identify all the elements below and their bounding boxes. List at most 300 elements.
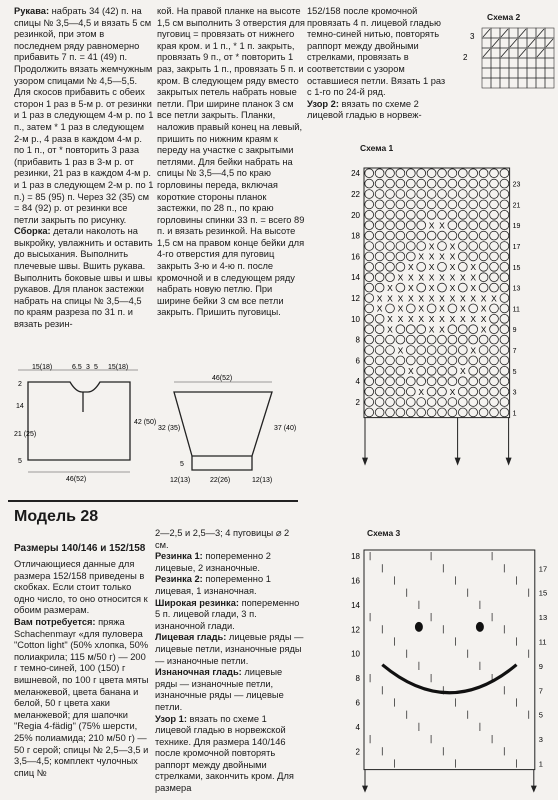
scheme1-circle-stitch (479, 210, 488, 219)
scheme1-circle-stitch (406, 398, 415, 407)
scheme1-cross-stitch: X (480, 324, 487, 335)
scheme1-circle-stitch (500, 377, 509, 386)
scheme2-cell (491, 78, 500, 88)
scheme1-circle-stitch (417, 283, 426, 292)
scheme1-circle-stitch (386, 200, 395, 209)
scheme2-cell (527, 78, 536, 88)
scheme1-circle-stitch (406, 169, 415, 178)
scheme1-circle-stitch (365, 252, 374, 261)
scheme1-circle-stitch (500, 200, 509, 209)
scheme1-circle-stitch (375, 356, 384, 365)
scheme1-circle-stitch (490, 190, 499, 199)
sleeve-pattern-drawing (152, 374, 297, 486)
scheme1-circle-stitch (458, 169, 467, 178)
scheme1-circle-stitch (427, 200, 436, 209)
scheme3-row-label-left: 6 (355, 698, 360, 708)
sleeve-dim-cuff: 5 (180, 461, 184, 468)
scheme1-circle-stitch (396, 190, 405, 199)
scheme1-circle-stitch (417, 210, 426, 219)
scheme1-circle-stitch (375, 252, 384, 261)
scheme1-circle-stitch (406, 356, 415, 365)
scheme2-cell (536, 68, 545, 78)
scheme1-circle-stitch (458, 325, 467, 334)
scheme1-circle-stitch (417, 346, 426, 355)
body-dim-left-2: 14 (16, 403, 24, 410)
scheme1-cross-stitch: X (428, 262, 435, 273)
scheme2-cell (491, 68, 500, 78)
scheme1-circle-stitch (375, 398, 384, 407)
scheme1-circle-stitch (490, 179, 499, 188)
scheme1-circle-stitch (396, 325, 405, 334)
scheme1-circle-stitch (396, 408, 405, 417)
scheme1-cross-stitch: X (449, 314, 456, 325)
scheme1-circle-stitch (479, 252, 488, 261)
scheme1-circle-stitch (396, 231, 405, 240)
scheme1-circle-stitch (469, 387, 478, 396)
scheme1-circle-stitch (386, 262, 395, 271)
scheme1-cross-stitch: X (470, 282, 477, 293)
scheme2-cell (518, 78, 527, 88)
scheme1-cross-stitch: X (439, 293, 445, 304)
scheme1-circle-stitch (500, 408, 509, 417)
scheme1-circle-stitch (396, 366, 405, 375)
scheme1-circle-stitch (417, 242, 426, 251)
scheme1-circle-stitch (375, 314, 384, 323)
scheme1-circle-stitch (438, 210, 447, 219)
scheme2-cell (500, 58, 509, 68)
scheme3-row-label-left: 12 (351, 625, 360, 635)
scheme1-cross-stitch: X (418, 314, 425, 325)
scheme1-circle-stitch (396, 252, 405, 261)
intro-text: Отличающиеся данные для размера 152/158 приведены в скобках. Если стоит только одно число, то оно относится к обоим размерам. (14, 559, 148, 616)
scheme1-circle-stitch (365, 387, 374, 396)
scheme1-circle-stitch (500, 366, 509, 375)
scheme1-row-label-right: 19 (512, 223, 521, 231)
scheme1-circle-stitch (458, 335, 467, 344)
sleeves-text: набрать 34 (42) п. на спицы № 3,5—4,5 и вязать 5 см резинкой, при этом в последнем ряду равномерно прибавить 7 п. = 41 (49) п. Продолжить вязать жемчужным узором спицами № 4,5—5,5. Для скосов прибавить с обеих сторон 1 раз в 5-м р. от резинки и 1 раз в следующем 4-м р. по 1 п., затем * 1 раз в следующем 2-м р., 4 раза в каждом 4-м р. по 1 п., от * повторить 3 раза (прибавить 1 раз в 3-м р. от резинки, 21 раз в каждом 4-м р. и 1 раз в следующем 2-м р. по 1 п.) = 85 (95) п. Через 32 (35) см = 84 (92) р. от резинки все петли закрыть по рисунку. (14, 6, 154, 225)
scheme1-circle-stitch (438, 262, 447, 271)
rib1-heading: Резинка 1: (155, 551, 203, 562)
scheme1-row-label-left: 10 (351, 314, 360, 324)
scheme1-circle-stitch (365, 169, 374, 178)
scheme1-circle-stitch (438, 242, 447, 251)
reverse-stockinette-text: лицевые ряды — изнаночные петли, изнаночные ряды — лицевые петли. (155, 667, 284, 712)
scheme1-arrow-head (506, 458, 512, 466)
pattern1-continued-text: 152/158 после кромочной провязать 4 п. лицевой гладью темно-синей нитью, повторять раппорт между двойными стрелками, провязать в соответствии с узором оставшиеся петли. Вязать 1 раз с 1-го по 24-й ряд. (307, 6, 446, 98)
scheme1-cross-stitch: X (439, 314, 445, 325)
scheme1-circle-stitch (490, 262, 499, 271)
scheme2-cell (509, 58, 518, 68)
scheme1-circle-stitch (386, 377, 395, 386)
scheme1-circle-stitch (438, 283, 447, 292)
scheme1-circle-stitch (458, 346, 467, 355)
scheme1-circle-stitch (365, 294, 374, 303)
scheme1-circle-stitch (406, 325, 415, 334)
scheme1-circle-stitch (458, 283, 467, 292)
scheme1-circle-stitch (500, 231, 509, 240)
scheme1-cross-stitch: X (387, 293, 393, 304)
scheme1-row-label-right: 15 (512, 264, 521, 272)
scheme1-circle-stitch (375, 242, 384, 251)
scheme1-circle-stitch (490, 252, 499, 261)
scheme1-chart (346, 160, 546, 482)
scheme1-cross-stitch: X (418, 303, 425, 314)
scheme1-circle-stitch (479, 387, 488, 396)
scheme1-cross-stitch: X (397, 272, 404, 283)
scheme1-cross-stitch: X (376, 303, 383, 314)
sleeve-dim-right: 37 (40) (274, 425, 297, 432)
scheme1-circle-stitch (479, 366, 488, 375)
scheme1-circle-stitch (396, 210, 405, 219)
scheme1-cross-stitch: X (439, 220, 445, 231)
scheme2-stitch-mark (537, 29, 544, 37)
pattern1-text: вязать по схеме 1 лицевой гладью в норвежской технике. Для размера 140/146 после кромочной повторять раппорт между двойными стрелками, закончить кром. Для размера (155, 713, 294, 794)
scheme1-circle-stitch (458, 356, 467, 365)
scheme1-circle-stitch (417, 325, 426, 334)
scheme2-cell (509, 28, 518, 38)
placket-text: кой. На правой планке на высоте 1,5 см выполнить 3 отверстия для пуговиц = провязать от нижнего края кром. и 1 п., * 1 п. закрыть, провязать 9 п., от * повторить 1 раз, закрыть 1 п., провязать 5 п. и кром. В следующем ряду вместо закрытых петель набрать новые петли. При ширине планок 3 см все петли закрыть. Планки, наложив правый конец на левый, пришить по нижним краям к переду на участке с закрытыми петлями. Для бейки набрать на спицы № 3,5—4,5 по краю горловины переда, включая короткие стороны планок застежки, по 28 п., по краю горловины спинки 33 п. = всего 89 п. и вязать резинкой. На высоте 1,5 см на правом конце бейки для 4-го отверстия для пуговиц закрыть 3-ю и 4-ю п. после кромочной и в следующем ряду набрать новую петлю. При ширине бейки 3 см все петли закрыть. Пришить пуговицы. (157, 6, 305, 318)
scheme1-cross-stitch: X (397, 345, 404, 356)
scheme1-circle-stitch (490, 231, 499, 240)
rib2-heading: Резинка 2: (155, 574, 203, 585)
scheme1-circle-stitch (490, 242, 499, 251)
scheme1-cross-stitch: X (480, 293, 487, 304)
scheme1-circle-stitch (386, 346, 395, 355)
scheme1-circle-stitch (365, 179, 374, 188)
scheme1-circle-stitch (406, 200, 415, 209)
scheme1-circle-stitch (438, 346, 447, 355)
scheme1-circle-stitch (458, 221, 467, 230)
sleeves-heading: Рукава: (14, 6, 50, 16)
scheme1-circle-stitch (469, 325, 478, 334)
scheme1-circle-stitch (448, 169, 457, 178)
scheme2-cell (536, 78, 545, 88)
scheme1-circle-stitch (386, 231, 395, 240)
scheme2-title: Схема 2 (487, 12, 521, 22)
scheme3-row-label-right: 1 (538, 759, 543, 769)
scheme1-cross-stitch: X (387, 324, 393, 335)
body-dim-neck-2: 3 (86, 364, 90, 371)
scheme1-circle-stitch (458, 252, 467, 261)
scheme1-circle-stitch (386, 408, 395, 417)
scheme1-circle-stitch (438, 335, 447, 344)
scheme1-circle-stitch (375, 200, 384, 209)
scheme1-circle-stitch (500, 190, 509, 199)
scheme1-circle-stitch (365, 314, 374, 323)
scheme1-cross-stitch: X (428, 251, 435, 262)
scheme1-row-label-right: 13 (512, 285, 521, 293)
scheme1-circle-stitch (365, 283, 374, 292)
scheme1-cross-stitch: X (407, 282, 414, 293)
pattern2-text: вязать по схеме 2 лицевой гладью в норвеж- (307, 98, 422, 121)
scheme2-cell (518, 68, 527, 78)
scheme1-cross-stitch: X (397, 303, 404, 314)
body-dim-bottom: 46(52) (66, 476, 87, 483)
scheme1-circle-stitch (427, 398, 436, 407)
scheme1-circle-stitch (458, 190, 467, 199)
scheme1-circle-stitch (417, 262, 426, 271)
scheme1-circle-stitch (438, 231, 447, 240)
scheme1-cross-stitch: X (470, 345, 477, 356)
scheme1-circle-stitch (500, 262, 509, 271)
scheme1-circle-stitch (365, 200, 374, 209)
scheme1-cross-stitch: X (397, 293, 404, 304)
scheme2-cell (509, 68, 518, 78)
scheme1-circle-stitch (438, 366, 447, 375)
scheme1-circle-stitch (427, 190, 436, 199)
scheme1-circle-stitch (448, 190, 457, 199)
scheme1-cross-stitch: X (480, 314, 487, 325)
scheme1-circle-stitch (469, 221, 478, 230)
scheme1-cross-stitch: X (428, 314, 435, 325)
scheme3-arrow-head (531, 786, 537, 793)
scheme1-circle-stitch (479, 335, 488, 344)
scheme1-circle-stitch (427, 408, 436, 417)
scheme1-circle-stitch (469, 366, 478, 375)
text-column-2 (157, 6, 305, 319)
scheme1-arrow-head (455, 458, 461, 466)
scheme2-cell (491, 28, 500, 38)
scheme1-circle-stitch (490, 387, 499, 396)
body-pattern-drawing (8, 362, 157, 484)
scheme1-circle-stitch (406, 377, 415, 386)
scheme1-circle-stitch (375, 377, 384, 386)
scheme1-circle-stitch (490, 210, 499, 219)
scheme1-cross-stitch: X (449, 272, 456, 283)
scheme3-row-label-left: 2 (355, 747, 360, 757)
scheme1-circle-stitch (375, 366, 384, 375)
scheme1-circle-stitch (479, 179, 488, 188)
scheme2-cell (482, 58, 491, 68)
scheme2-cell (509, 78, 518, 88)
pattern2-heading: Узор 2: (307, 98, 339, 109)
scheme1-circle-stitch (406, 252, 415, 261)
scheme1-circle-stitch (479, 398, 488, 407)
scheme1-cross-stitch: X (459, 303, 466, 314)
sleeve-dim-bottom-3: 12(13) (252, 477, 273, 484)
scheme1-circle-stitch (469, 252, 478, 261)
scheme3-smiley-right-eye (476, 622, 484, 632)
scheme1-circle-stitch (479, 273, 488, 282)
scheme1-circle-stitch (500, 294, 509, 303)
model-title: Модель 28 (14, 508, 99, 525)
sizes-heading: Размеры 140/146 и 152/158 (14, 543, 146, 554)
scheme1-cross-stitch: X (428, 272, 435, 283)
scheme1-circle-stitch (375, 283, 384, 292)
scheme1-circle-stitch (427, 179, 436, 188)
scheme1-circle-stitch (448, 200, 457, 209)
scheme1-circle-stitch (427, 366, 436, 375)
scheme1-circle-stitch (427, 231, 436, 240)
scheme1-circle-stitch (500, 398, 509, 407)
scheme3-row-label-left: 8 (355, 674, 360, 684)
scheme1-cross-stitch: X (387, 314, 393, 325)
scheme1-circle-stitch (500, 221, 509, 230)
scheme1-circle-stitch (479, 356, 488, 365)
scheme1-circle-stitch (490, 335, 499, 344)
scheme1-circle-stitch (500, 283, 509, 292)
scheme1-circle-stitch (406, 242, 415, 251)
scheme1-circle-stitch (417, 179, 426, 188)
scheme1-circle-stitch (448, 398, 457, 407)
body-dim-left-3: 21 (25) (14, 431, 37, 438)
scheme1-circle-stitch (427, 304, 436, 313)
scheme1-circle-stitch (500, 252, 509, 261)
scheme1-circle-stitch (490, 398, 499, 407)
scheme1-circle-stitch (375, 387, 384, 396)
scheme1-circle-stitch (365, 335, 374, 344)
scheme3-row-label-right: 7 (538, 686, 543, 696)
scheme1-circle-stitch (490, 366, 499, 375)
sleeve-dim-top: 46(52) (212, 375, 233, 382)
scheme1-circle-stitch (469, 398, 478, 407)
scheme1-circle-stitch (479, 377, 488, 386)
scheme1-circle-stitch (386, 335, 395, 344)
scheme2-stitch-mark (501, 49, 508, 57)
scheme1-circle-stitch (417, 356, 426, 365)
scheme1-circle-stitch (500, 273, 509, 282)
scheme1-circle-stitch (438, 190, 447, 199)
scheme1-circle-stitch (396, 179, 405, 188)
scheme1-circle-stitch (396, 262, 405, 271)
scheme1-cross-stitch: X (449, 293, 456, 304)
scheme2-cell (545, 58, 554, 68)
scheme1-row-label-left: 2 (355, 398, 360, 407)
scheme1-circle-stitch (448, 356, 457, 365)
scheme3-row-label-left: 10 (351, 649, 360, 659)
scheme1-circle-stitch (406, 231, 415, 240)
scheme2-cell (536, 38, 545, 48)
scheme1-cross-stitch: X (407, 314, 414, 325)
scheme1-circle-stitch (386, 242, 395, 251)
body-dim-neck-3: 5 (94, 364, 98, 371)
scheme1-cross-stitch: X (428, 241, 435, 252)
scheme1-circle-stitch (375, 273, 384, 282)
body-dim-left-4: 5 (18, 458, 22, 465)
assembly-heading: Сборка: (14, 226, 51, 237)
scheme1-circle-stitch (375, 231, 384, 240)
scheme1-circle-stitch (406, 335, 415, 344)
scheme1-circle-stitch (490, 377, 499, 386)
scheme2-cell (527, 48, 536, 58)
scheme1-circle-stitch (375, 179, 384, 188)
scheme1-cross-stitch: X (449, 262, 456, 273)
scheme1-circle-stitch (458, 387, 467, 396)
scheme3-row-label-right: 11 (538, 637, 547, 647)
scheme2-stitch-mark (546, 39, 553, 47)
scheme1-circle-stitch (386, 190, 395, 199)
scheme1-circle-stitch (458, 242, 467, 251)
scheme1-circle-stitch (479, 262, 488, 271)
scheme2-stitch-mark (519, 49, 526, 57)
scheme1-cross-stitch: X (428, 324, 435, 335)
scheme3-smiley-mouth (382, 665, 516, 693)
scheme1-circle-stitch (386, 387, 395, 396)
scheme1-circle-stitch (386, 304, 395, 313)
scheme1-circle-stitch (500, 179, 509, 188)
scheme1-circle-stitch (469, 335, 478, 344)
scheme1-circle-stitch (448, 231, 457, 240)
scheme1-circle-stitch (500, 356, 509, 365)
scheme1-circle-stitch (396, 169, 405, 178)
scheme1-circle-stitch (458, 408, 467, 417)
scheme1-circle-stitch (417, 231, 426, 240)
scheme1-circle-stitch (396, 398, 405, 407)
scheme1-circle-stitch (490, 169, 499, 178)
scheme3-row-label-right: 17 (538, 564, 548, 574)
scheme1-circle-stitch (417, 335, 426, 344)
scheme1-circle-stitch (469, 210, 478, 219)
scheme1-circle-stitch (417, 200, 426, 209)
scheme1-circle-stitch (479, 190, 488, 199)
rib1-text: попеременно 2 лицевые, 2 изнаночные. (155, 551, 271, 573)
scheme1-circle-stitch (365, 304, 374, 313)
scheme2-cell (518, 58, 527, 68)
scheme2-cell (527, 68, 536, 78)
scheme1-cross-stitch: X (470, 262, 477, 273)
scheme1-cross-stitch: X (407, 272, 414, 283)
assembly-text: детали наколоть на выкройку, увлажнить и оставить до высыхания. Выполнить плечевые швы. Вшить рукава. Выполнить боковые швы и швы рукавов. Для планок застежки набрать на спицы № 3,5—4,5 по краям разреза по 31 п. и вязать резин- (14, 226, 153, 330)
scheme1-cross-stitch: X (449, 251, 456, 262)
materials-heading: Вам потребуется: (14, 616, 96, 627)
scheme1-circle-stitch (490, 408, 499, 417)
scheme1-circle-stitch (427, 377, 436, 386)
scheme2-cell (500, 78, 509, 88)
scheme1-circle-stitch (448, 377, 457, 386)
scheme1-circle-stitch (490, 346, 499, 355)
scheme1-circle-stitch (469, 242, 478, 251)
scheme1-cross-stitch: X (459, 314, 466, 325)
scheme1-circle-stitch (448, 179, 457, 188)
scheme1-circle-stitch (469, 377, 478, 386)
sleeve-dim-bottom-1: 12(13) (170, 477, 191, 484)
scheme3-frame (364, 550, 535, 770)
scheme2-cell (500, 38, 509, 48)
body-dim-left-1: 2 (18, 381, 22, 388)
scheme1-circle-stitch (386, 210, 395, 219)
scheme1-cross-stitch: X (407, 366, 414, 377)
scheme1-circle-stitch (458, 210, 467, 219)
scheme1-cross-stitch: X (439, 303, 445, 314)
scheme1-circle-stitch (417, 377, 426, 386)
scheme2-cell (482, 68, 491, 78)
scheme1-circle-stitch (417, 221, 426, 230)
scheme1-row-label-right: 17 (512, 244, 521, 251)
scheme1-title: Схема 1 (360, 143, 394, 153)
scheme2-cell (518, 38, 527, 48)
assembly-paragraph (14, 226, 154, 330)
scheme1-row-label-right: 11 (512, 306, 520, 314)
scheme1-cross-stitch: X (449, 282, 456, 293)
stockinette-heading: Лицевая гладь: (155, 632, 227, 643)
scheme1-row-label-right: 3 (512, 389, 517, 397)
scheme1-circle-stitch (469, 408, 478, 417)
scheme1-circle-stitch (458, 200, 467, 209)
scheme1-circle-stitch (479, 169, 488, 178)
scheme2-cell (509, 48, 518, 58)
scheme1-circle-stitch (386, 221, 395, 230)
scheme1-circle-stitch (500, 325, 509, 334)
scheme2-stitch-mark (483, 49, 490, 57)
scheme1-circle-stitch (490, 273, 499, 282)
scheme1-row-label-left: 4 (355, 377, 360, 387)
scheme1-circle-stitch (406, 221, 415, 230)
scheme1-cross-stitch: X (449, 241, 456, 252)
scheme1-circle-stitch (500, 346, 509, 355)
scheme1-circle-stitch (417, 398, 426, 407)
scheme1-circle-stitch (448, 335, 457, 344)
scheme1-circle-stitch (375, 221, 384, 230)
